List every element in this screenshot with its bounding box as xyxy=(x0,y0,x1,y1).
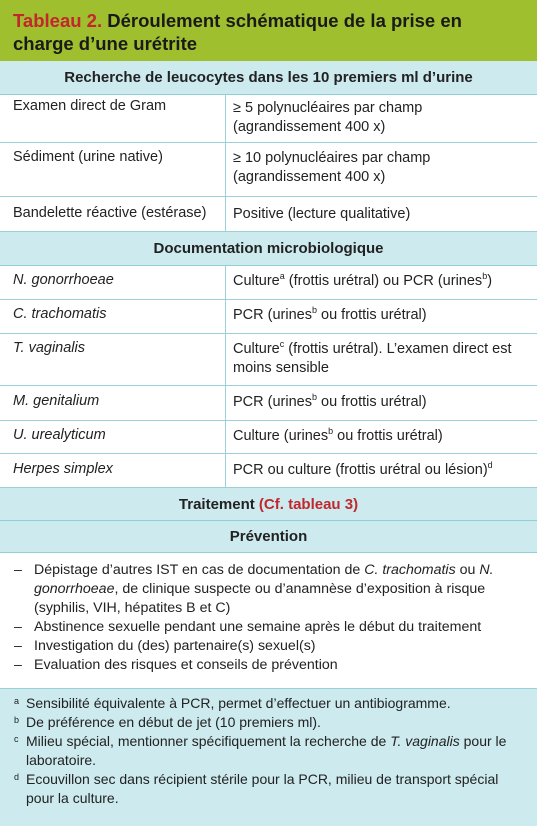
table-row xyxy=(0,197,537,232)
footnote-b: b De préférence en début de jet (10 premiers ml). xyxy=(14,714,321,730)
row-value: Culture$^c$ (frottis urétral). L’examen direct est moins sensible xyxy=(233,339,512,376)
footnotes xyxy=(0,689,537,826)
table-row xyxy=(0,386,537,421)
organism-name: M. genitalium xyxy=(0,386,226,420)
section-header-traitement: Traitement (Cf. tableau 3) xyxy=(0,488,537,521)
table-row xyxy=(0,143,537,197)
table-row xyxy=(0,266,537,300)
table-row xyxy=(0,454,537,488)
table-label: Tableau 2. xyxy=(13,10,103,31)
organism-name: N. gonorrhoeae xyxy=(0,266,226,299)
table-row xyxy=(0,334,537,386)
list-item: – Evaluation des risques et conseils de prévention xyxy=(14,657,338,673)
table-title xyxy=(0,0,537,61)
footnote-a: a Sensibilité équivalente à PCR, permet d’effectuer un antibiogramme. xyxy=(14,695,451,711)
row-value: PCR ou culture (frottis urétral ou lésion)$^d$ xyxy=(233,460,493,478)
row-value: ≥ 5 polynucléaires par champ (agrandissement 400 x) xyxy=(233,100,423,135)
section-header-prevention: Prévention xyxy=(0,521,537,553)
row-value: Culture (urines$^b$ ou frottis urétral) xyxy=(233,426,443,444)
row-value: PCR (urines$^b$ ou frottis urétral) xyxy=(233,305,427,323)
footnote-c: c Milieu spécial, mentionner spécifiquement la recherche de T. vaginalis pour le laboratoire. xyxy=(14,733,507,768)
list-item: – Abstinence sexuelle pendant une semaine après le début du traitement xyxy=(14,619,482,635)
organism-name: C. trachomatis xyxy=(0,300,226,333)
table-row xyxy=(0,95,537,143)
row-label: Sédiment (urine native) xyxy=(0,143,226,196)
row-label: Examen direct de Gram xyxy=(0,95,226,142)
organism-name: T. vaginalis xyxy=(0,334,226,385)
table-reference: (Cf. tableau 3) xyxy=(258,496,359,513)
prevention-list xyxy=(0,553,537,689)
section-header-microbiologie: Documentation microbiologique xyxy=(0,232,537,266)
organism-name: Herpes simplex xyxy=(0,454,226,487)
section-header-leucocytes: Recherche de leucocytes dans les 10 premiers ml d’urine xyxy=(0,61,537,95)
list-item: – Investigation du (des) partenaire(s) sexuel(s) xyxy=(14,638,316,654)
row-value: Positive (lecture qualitative) xyxy=(233,206,411,222)
table-row xyxy=(0,421,537,454)
row-label: Bandelette réactive (estérase) xyxy=(0,197,226,231)
table-title-text: Déroulement schématique de la prise en charge d’une urétrite xyxy=(13,10,462,54)
list-item: – Dépistage d’autres IST en cas de documentation de C. trachomatis ou N. gonorrhoeae, de clinique suspecte ou d’anamnèse d’exposition à risque (syphilis, VIH, hépatites B et C) xyxy=(14,562,494,616)
footnote-d: d Ecouvillon sec dans récipient stérile pour la PCR, milieu de transport spécial pour la culture. xyxy=(14,771,499,806)
table-row xyxy=(0,300,537,334)
row-value: ≥ 10 polynucléaires par champ (agrandissement 400 x) xyxy=(233,150,431,185)
row-value: Culture$^a$ (frottis urétral) ou PCR (urines$^b$) xyxy=(233,271,493,289)
organism-name: U. urealyticum xyxy=(0,421,226,453)
row-value: PCR (urines$^b$ ou frottis urétral) xyxy=(233,392,427,410)
